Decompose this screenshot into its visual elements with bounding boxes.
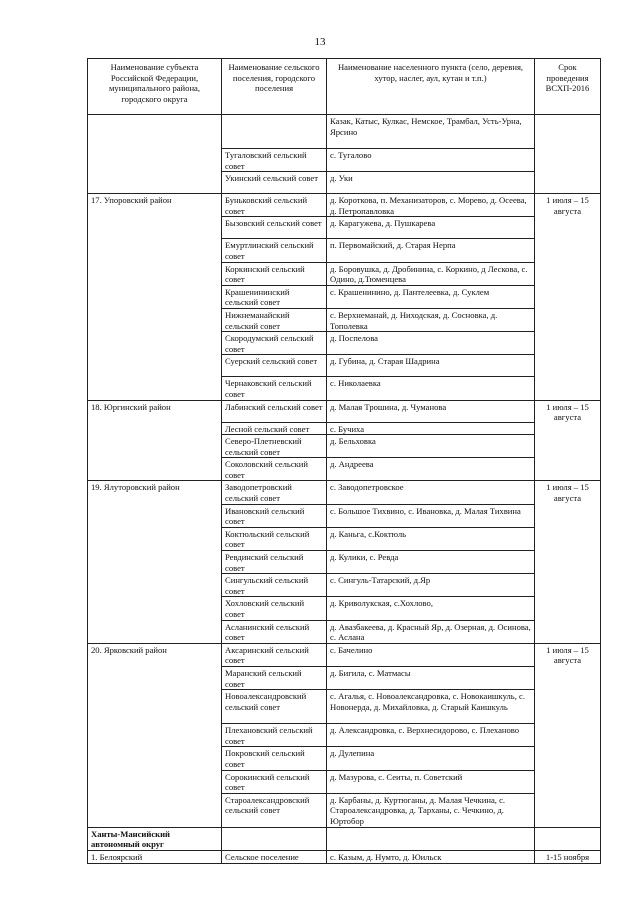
header-subject: Наименование субъекта Российской Федерации, муниципального района, городского округа: [88, 59, 222, 115]
locality-cell: с. Николаевка: [327, 377, 535, 400]
district-cell: 17. Упоровский район: [88, 194, 222, 400]
settlement-cell: Коктюльский сельский совет: [222, 527, 327, 550]
district-cell: 1. Белоярский: [88, 850, 222, 863]
settlement-cell: Коркинский сельский совет: [222, 262, 327, 285]
locality-cell: с. Верхнеманай, д. Ниходская, д. Сосновка, д. Тополевка: [327, 308, 535, 331]
locality-cell: Казак, Катыс, Кулкас, Немское, Трамбал, Усть-Урна, Ярсино: [327, 115, 535, 149]
locality-cell: д. Бигила, с. Матмасы: [327, 666, 535, 689]
locality-cell: д. Карбаны, д. Куртюганы, д. Малая Чечкина, с. Староалександровка, д. Тарханы, с. Чечкино, д. Юртобор: [327, 793, 535, 827]
settlement-cell: Покровский сельский совет: [222, 747, 327, 770]
settlement-cell: Ивановский сельский совет: [222, 504, 327, 527]
settlement-cell: Хохловский сельский совет: [222, 597, 327, 620]
settlement-cell: Укинский сельский совет: [222, 172, 327, 194]
settlement-cell: Заводопетровский сельский совет: [222, 481, 327, 504]
locality-cell: д. Бельховка: [327, 435, 535, 458]
locality-cell: д. Уки: [327, 172, 535, 194]
region-empty-cell: [222, 827, 327, 850]
table-header-row: [88, 59, 601, 115]
term-cell: 1-15 ноября: [535, 850, 601, 863]
locality-cell: с. Заводопетровское: [327, 481, 535, 504]
header-settlement: Наименование сельского поселения, городского поселения: [222, 59, 327, 115]
settlement-cell: Сельское поселение: [222, 850, 327, 863]
locality-cell: с. Тугалово: [327, 149, 535, 172]
settlement-cell: Лесной сельский совет: [222, 422, 327, 435]
settlement-cell: Новоалександровский сельский совет: [222, 690, 327, 724]
settlement-cell: Тугаловский сельский совет: [222, 149, 327, 172]
locality-cell: д. Боровушка, д. Дробинина, с. Коркино, д Лескова, с. Одино, д.Тюменцева: [327, 262, 535, 285]
table-body: [88, 115, 601, 828]
settlement-cell: Емуртлинский сельский совет: [222, 239, 327, 262]
settlement-cell: Сорокинский сельский совет: [222, 770, 327, 793]
settlement-cell: Асланинский сельский совет: [222, 620, 327, 643]
term-cell: 1 июля – 15 августа: [535, 194, 601, 400]
locality-cell: д. Карагужева, д. Пушкарева: [327, 217, 535, 239]
table-row: [88, 194, 601, 217]
settlement-cell: Маранский сельский совет: [222, 666, 327, 689]
locality-cell: с. Бачелино: [327, 643, 535, 666]
table-row: [88, 481, 601, 504]
settlement-cell: Сингульский сельский совет: [222, 574, 327, 597]
locality-cell: с. Бучиха: [327, 422, 535, 435]
locality-cell: д. Мазурова, с. Сеиты, п. Советский: [327, 770, 535, 793]
locality-cell: д. Короткова, п. Механизаторов, с. Морево, д. Осеева, д. Петропавловка: [327, 194, 535, 217]
term-cell: 1 июля – 15 августа: [535, 643, 601, 827]
settlement-cell: Скородумский сельский совет: [222, 332, 327, 355]
settlement-cell: Лабинский сельский совет: [222, 400, 327, 422]
term-cell: [535, 115, 601, 194]
region-name: Ханты-Мансийский автономный округ: [88, 827, 222, 850]
settlement-cell: Буньковский сельский совет: [222, 194, 327, 217]
table-row: [88, 115, 601, 149]
settlement-cell: Крашенининский сельский совет: [222, 285, 327, 308]
term-cell: 1 июля – 15 августа: [535, 481, 601, 643]
settlement-cell: Северо-Плетневский сельский совет: [222, 435, 327, 458]
locality-cell: д. Кулики, с. Ревда: [327, 551, 535, 574]
locality-cell: п. Первомайский, д. Старая Нерпа: [327, 239, 535, 262]
table-row: [88, 643, 601, 666]
census-schedule-table: [87, 58, 601, 864]
header-locality: Наименование населенного пункта (село, деревня, хутор, наслег, аул, кутан и т.п.): [327, 59, 535, 115]
settlement-cell: Нижнеманайский сельский совет: [222, 308, 327, 331]
locality-cell: д. Поспелова: [327, 332, 535, 355]
region-empty-cell: [327, 827, 535, 850]
district-cell: 18. Юргинский район: [88, 400, 222, 481]
settlement-cell: Соколовский сельский совет: [222, 458, 327, 481]
table-row: [88, 850, 601, 863]
settlement-cell: Ревдинский сельский совет: [222, 551, 327, 574]
locality-cell: с. Агалья, с. Новоалександровка, с. Новокаишкуль, с. Новонерда, д. Михайловка, д. Старый Каишкуль: [327, 690, 535, 724]
district-cell: 19. Ялуторовский район: [88, 481, 222, 643]
locality-cell: д. Губина, д. Старая Шадрина: [327, 355, 535, 377]
header-term: Срок проведения ВСХП-2016: [535, 59, 601, 115]
page-number: 13: [314, 36, 326, 48]
locality-cell: с. Казым, д. Нумто, д. Юильск: [327, 850, 535, 863]
settlement-cell: Аксаринский сельский совет: [222, 643, 327, 666]
settlement-cell: [222, 115, 327, 149]
district-cell: 20. Ярковский район: [88, 643, 222, 827]
term-cell: 1 июля – 15 августа: [535, 400, 601, 481]
region-empty-cell: [535, 827, 601, 850]
region-row: [88, 827, 601, 850]
locality-cell: д. Каньга, с.Коктюль: [327, 527, 535, 550]
locality-cell: с. Большое Тихвино, с. Ивановка, д. Малая Тихвина: [327, 504, 535, 527]
settlement-cell: Бызовский сельский совет: [222, 217, 327, 239]
settlement-cell: Плехановский сельский совет: [222, 724, 327, 747]
settlement-cell: Чернаковский сельский совет: [222, 377, 327, 400]
locality-cell: с. Сингуль-Татарский, д.Яр: [327, 574, 535, 597]
district-cell: [88, 115, 222, 194]
locality-cell: с. Крашенинино, д. Пантелеевка, д. Суклем: [327, 285, 535, 308]
locality-cell: д. Дулепина: [327, 747, 535, 770]
settlement-cell: Староалександровский сельский совет: [222, 793, 327, 827]
settlement-cell: Суерский сельский совет: [222, 355, 327, 377]
table-row: [88, 400, 601, 422]
locality-cell: д. Александровка, с. Верхнесидорово, с. Плеханово: [327, 724, 535, 747]
locality-cell: д. Авазбакеева, д. Красный Яр, д. Озерная, д. Осинова, с. Аслана: [327, 620, 535, 643]
locality-cell: д. Андреева: [327, 458, 535, 481]
locality-cell: д. Криволукская, с.Хохлово,: [327, 597, 535, 620]
locality-cell: д. Малая Трошина, д. Чуманова: [327, 400, 535, 422]
